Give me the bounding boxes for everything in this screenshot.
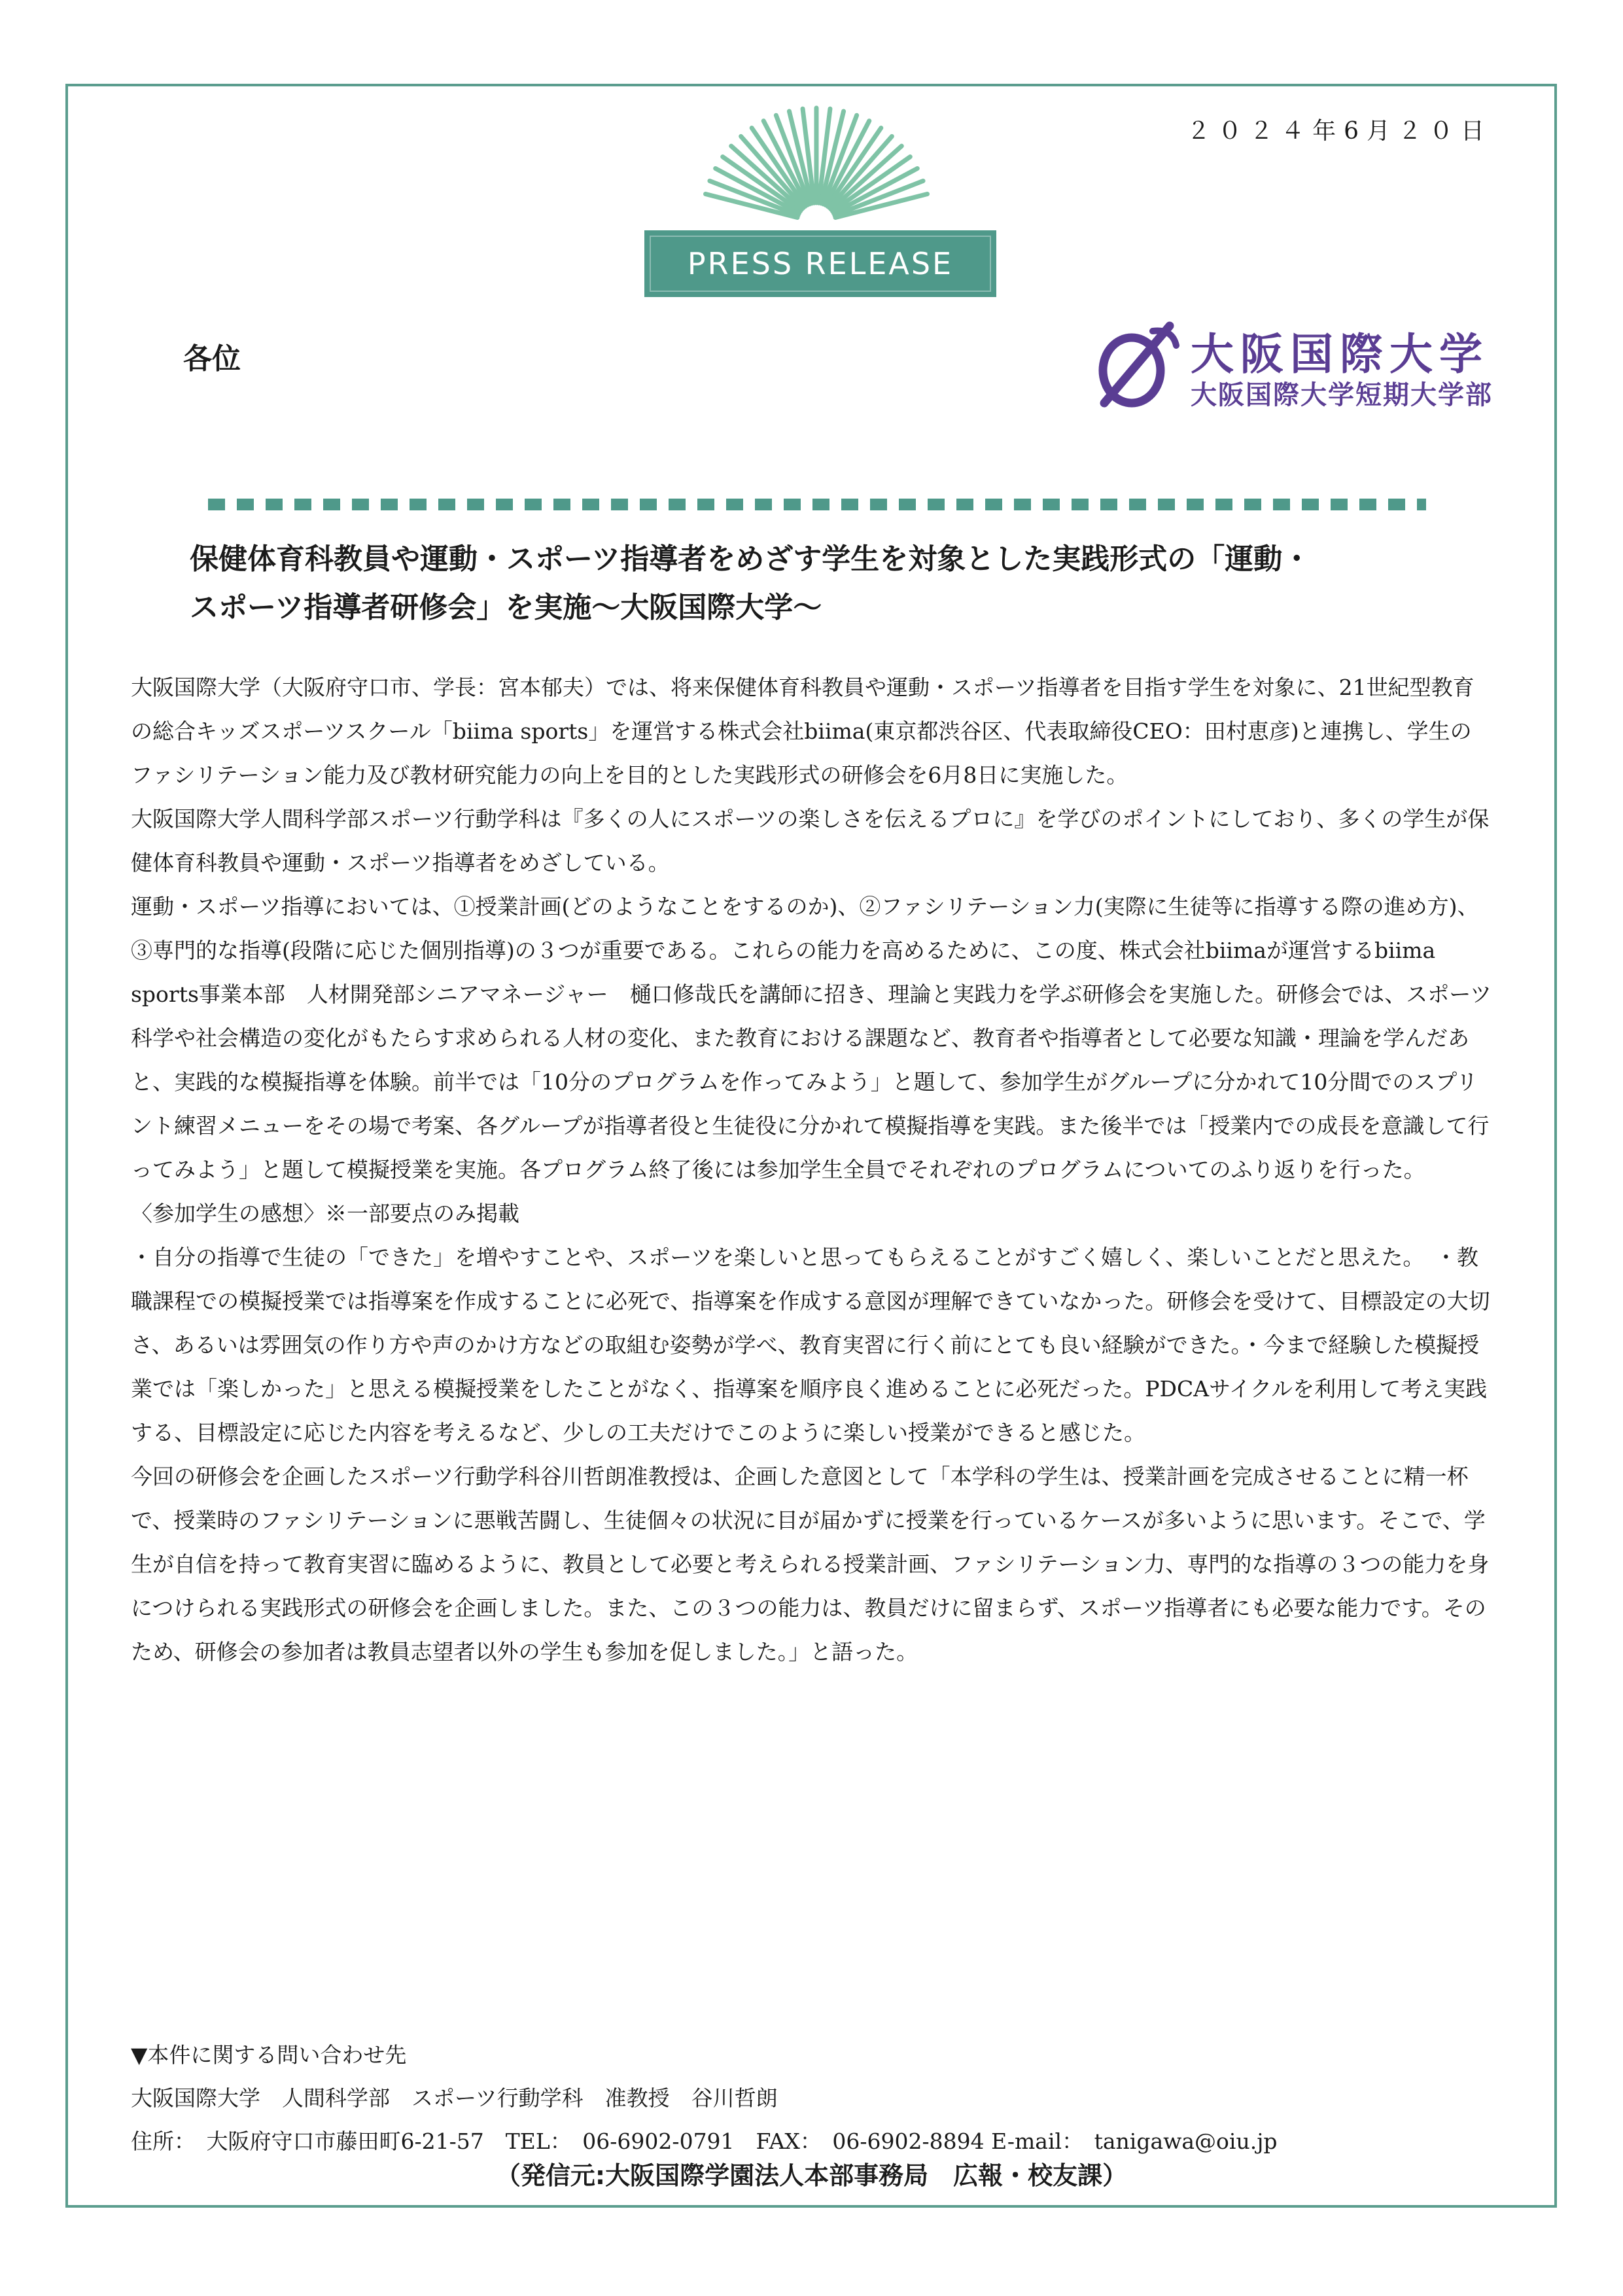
dashed-divider xyxy=(208,499,1426,510)
paragraph-professor-comment: 今回の研修会を企画したスポーツ行動学科谷川哲朗准教授は、企画した意図として「本学科の学生は、授業計画を完成させることに精一杯で、授業時のファシリテーションに悪戦苦闘し、生徒個々の状況に目が届かずに授業を行っているケースが多いように思います。そこで、学生が自信を持って教育実習に臨めるように、教員として必要と考えられる授業計画、ファシリテーション力、専門的な指導の３つの能力を身につけられる実践形式の研修会を企画しました。また、この３つの能力は、教員だけに留まらず、スポーツ指導者にも必要な能力です。そのため、研修会の参加者は教員志望者以外の学生も参加を促しました。」と語った。 xyxy=(131,1464,1490,1665)
logo-college-name: 大阪国際大学短期大学部 xyxy=(1191,380,1493,410)
logo-university-name: 大阪国際大学 xyxy=(1191,329,1489,380)
contact-info xyxy=(131,2034,1492,2163)
university-emblem-icon xyxy=(1092,319,1184,411)
contact-address: 住所： 大阪府守口市藤田町6-21-57 TEL： 06-6902-0791 FAX： 06-6902-8894 E-mail： tanigawa@oiu.jp xyxy=(131,2128,1278,2154)
article-body xyxy=(131,665,1492,1674)
headline-line-1: 保健体育科教員や運動・スポーツ指導者をめざす学生を対象とした実践形式の「運動・ xyxy=(190,542,1312,576)
addressee: 各位 xyxy=(183,342,241,376)
press-release-badge xyxy=(644,230,996,297)
sunburst-decoration xyxy=(656,98,977,222)
university-logo xyxy=(1092,319,1511,411)
contact-heading: ▼本件に関する問い合わせ先 xyxy=(131,2042,407,2068)
contact-person: 大阪国際大学 人間科学部 スポーツ行動学科 准教授 谷川哲朗 xyxy=(131,2085,778,2111)
release-date: ２０２４年6月２０日 xyxy=(1187,118,1492,145)
paragraph-impressions: ・自分の指導で生徒の「できた」を増やすことや、スポーツを楽しいと思ってもらえることがすごく嬉しく、楽しいことだと思えた。 ・教職課程での模擬授業では指導案を作成することに必死で、指導案を作成する意図が理解できていなかった。研修会を受けて、目標設定の大切さ、あるいは雰囲気の作り方や声のかけ方などの取組む姿勢が学べ、教育実習に行く前にとても良い経験ができた。・今まで経験した模擬授業では「楽しかった」と思える模擬授業をしたことがなく、指導案を順序良く進めることに必死だった。PDCAサイクルを利用して考え実践する、目標設定に応じた内容を考えるなど、少しの工夫だけでこのように楽しい授業ができると感じた。 xyxy=(131,1245,1490,1445)
press-release-label: PRESS RELEASE xyxy=(687,246,954,281)
sender-line: （発信元:大阪国際学園法人本部事務局 広報・校友課） xyxy=(495,2161,1128,2190)
paragraph-impressions-heading: 〈参加学生の感想〉※一部要点のみ掲載 xyxy=(131,1201,519,1226)
paragraph-intro: 大阪国際大学（大阪府守口市、学長：宮本郁夫）では、将来保健体育科教員や運動・スポーツ指導者を目指す学生を対象に、21世紀型教育の総合キッズスポーツスクール「biima sports」を運営する株式会社biima(東京都渋谷区、代表取締役CEO：田村恵彦)と連携し、学生のファシリテーション能力及び教材研究能力の向上を目的とした実践形式の研修会を6月8日に実施した。 xyxy=(131,675,1475,788)
paragraph-department: 大阪国際大学人間科学部スポーツ行動学科は『多くの人にスポーツの楽しさを伝えるプロに』を学びのポイントにしており、多くの学生が保健体育科教員や運動・スポーツ指導者をめざしている。 xyxy=(131,806,1490,875)
headline xyxy=(190,535,1472,632)
paragraph-workshop: 運動・スポーツ指導においては、①授業計画(どのようなことをするのか)、②ファシリテーション力(実際に生徒等に指導する際の進め方)、③専門的な指導(段階に応じた個別指導)の３つが重要である。これらの能力を高めるために、この度、株式会社biimaが運営するbiima sports事業本部 人材開発部シニアマネージャー 樋口修哉氏を講師に招き、理論と実践力を学ぶ研修会を実施した。研修会では、スポーツ科学や社会構造の変化がもたらす求められる人材の変化、また教育における課題など、教育者や指導者として必要な知識・理論を学んだあと、実践的な模擬指導を体験。前半では「10分のプログラムを作ってみよう」と題して、参加学生がグループに分かれて10分間でのスプリント練習メニューをその場で考案、各グループが指導者役と生徒役に分かれて模擬指導を実践。また後半では「授業内での成長を意識して行ってみよう」と題して模擬授業を実施。各プログラム終了後には参加学生全員でそれぞれのプログラムについてのふり返りを行った。 xyxy=(131,894,1492,1182)
headline-line-2: スポーツ指導者研修会」を実施〜大阪国際大学〜 xyxy=(190,591,822,624)
